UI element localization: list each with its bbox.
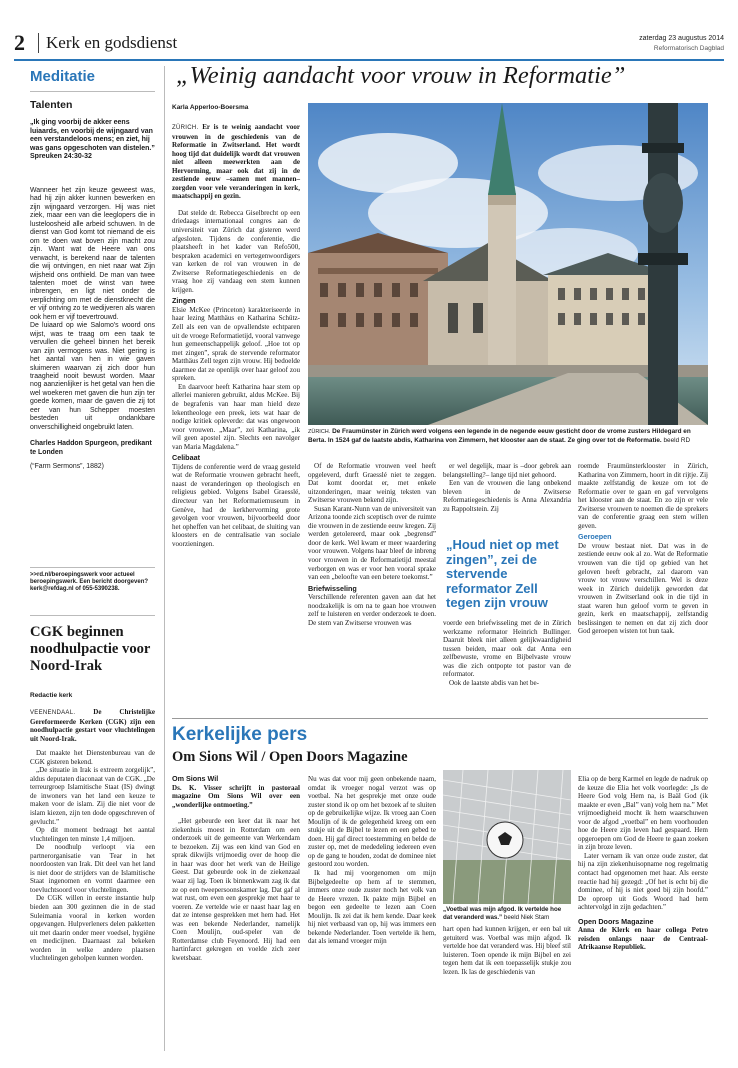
main-col-4: [578, 462, 708, 636]
meditatie-paragraph: Wanneer het zijn keuze geweest was, had hij zijn akker kunnen bewerken en zijn wijngaard verzorgen. Hij was niet ziek, maar een van die leeglopers die in lusteloosheid alle arbeid schuwen. In de dienst van God komt tot niemand de eis om te doen wat boven zijn macht zou zijn. Want wat de Heere van ons verwacht, is berekend naar de talenten die wij ontvingen, en niet naar wat Zijn wijsheid ons onthield. De man van twee talenten moet de winst van twee inbrengen, en ligt niet onder de verplichting om met de dienstknecht die er vijf ontving zo te wedijveren als waren ook hem er vijf toevertrouwd.: [30, 187, 155, 321]
subhead-briefwisseling: Briefwisseling: [308, 583, 357, 593]
fraumunster-photo-svg: [308, 103, 708, 425]
pers-col-3: [443, 925, 571, 976]
main-paragraph: roemde Fraumünsterklooster in Zürich, Katharina von Zimmern, hoort in dit rijtje. Zij maakte zelfstandig de keuze om tot de Reformatie over te gaan en gaf vervolgens het klooster aan de staat. En zo zijn er vele Zwitserse vrouwen te noemen die de sprekers van de conferentie graag een stem willen geven.: [578, 462, 708, 530]
header-date: zaterdag 23 augustus 2014: [639, 35, 724, 42]
photo-caption-place: ZÜRICH.: [308, 429, 331, 435]
subhead-celibaat: Celibaat: [172, 453, 200, 463]
photo-caption: [308, 428, 708, 444]
meditatie-quote: „Ik ging voorbij de akker eens luiaards, en voorbij de wijngaard van een verstandeloos mens; en ziet, hij was gans opgeschoten van distelen.” Spreuken 24:30-32: [30, 119, 155, 161]
pers-col-2: [308, 775, 436, 946]
page-number: 2: [14, 30, 25, 55]
pers-col1-lead: Ds. K. Visser schrijft in pastoraal magazine Om Sions Wil over een „wonderlijke ontmoeting.”: [172, 783, 300, 809]
photo-credit: beeld RD: [663, 436, 691, 444]
open-doors-text: Anna de Klerk en haar collega Petro reisden onlangs naar de Centraal-Afrikaanse Republiek.: [578, 926, 708, 952]
main-paragraph: Elsie McKee (Princeton) karakteriseerde in haar lezing Matthäus en Katharina Schütz-Zell als een van de opvallendste echtparen uit de vroege Reformatietijd, vooral vanwege hun gemeenschappelijk geloof. „Hoe tot op met zingen”, sprak de stervende reformator Matthäus Zell tegen zijn vrouw. Hij bedoelde daarmee dat ze openlijk over haar geloof zou spreken.: [172, 305, 300, 383]
pers-col1-title: Om Sions Wil: [172, 774, 219, 783]
main-paragraph: En daarvoor heeft Katharina haar stem op allerlei manieren gebruikt, aldus McKee. Bij de begrafenis van haar man hield deze lekentheologe een preek, iets wat haar de nodige kritiek opleverde: dat was ongewoon voor vrouwen. „Maar”, zei Katharina, „ik wil geen apostel zijn. Slechts een navolger van Maria Magdalena.”: [172, 382, 300, 451]
header-paper: Reformatorisch Dagblad: [653, 45, 724, 52]
main-paragraph: Verschillende referenten gaven aan dat het noodzakelijk is om na te gaan hoe vrouwen zelf te luisteren en verder onderzoek te doen. De stem van Zwitserse vrouwen was: [308, 593, 436, 627]
photo-caption-text: De Fraumünster in Zürich werd volgens een legende in de negende eeuw gesticht door de vrome zusters Hildegard en Berta. In 1524 gaf de laatste abdis, Katharina von Zimmern, het klooster aan de staat. Ze ging over tot de Reformatie.: [308, 428, 691, 444]
main-paragraph: Dat stelde dr. Rebecca Giselbrecht op een driedaags internationaal congres aan de universiteit van Zürich dat gisteren werd afgesloten. Tijdens de conferentie, die plaatsheeft in het kader van Refo500, bespraken academici en vertegenwoordigers van kerken de rol van vrouwen in de Zwitserse Reformatiegeschiedenis en de vraag hoe zij vandaag een stem kunnen krijgen.: [172, 208, 300, 294]
pers-col-1: [172, 775, 300, 962]
pers-kicker: Kerkelijke pers: [172, 724, 308, 745]
main-col-1: [172, 123, 300, 548]
pers-col-4: [578, 775, 708, 952]
main-col-3b: [443, 619, 571, 687]
main-paragraph: Ook de laatste abdis van het be-: [449, 678, 540, 687]
football-caption-text: „Voetbal was mijn afgod. Ik vertelde hoe dat veranderd was.”: [443, 906, 562, 921]
header-divider: [38, 33, 39, 53]
cgk-paragraph: De CGK willen in eerste instantie hulp bieden aan 300 gezinnen die in de stad Suleimania vooral in kerken worden opgevangen. Hulpverleners delen pakketten uit met daarin onder meer voedsel, hygiëne en medicijnen. Daarnaast zal bekeken worden in welke andere plaatsen vluchtelingen geholpen kunnen worden.: [30, 894, 155, 963]
subhead-geroepen: Geroepen: [578, 532, 612, 542]
pers-paragraph: Elia op de berg Karmel en legde de nadruk op de keuze die Elia het volk voorlegde: „Is de Heere God volg Hem na, is Baäl God (ik maakte er even „Bal” van) volg hem na.” Met vrijmoedigheid mocht ik hem waarschuwen voor de afgod „voetbal” en hem voorhouden hoe de Heere zijn leven had gespaard. Hem opgeroepen om God de Heere te gaan zoeken in zijn broze leven.: [578, 775, 708, 852]
fraumunster-photo: [308, 103, 708, 425]
main-paragraph: voerde een briefwisseling met de in Zürich werkzame reformator Heinrich Bullinger. Daaruit bleek niet alleen gelijkwaardigheid tussen beiden, maar ook dat Anna een zelfbewuste, vrome en Bijbelvaste vrouw was die zich ontpopte tot pastor van de reformator.: [443, 619, 571, 679]
meditatie-ref: Spreuken 24:30-32: [30, 153, 92, 161]
main-col-2: [308, 462, 436, 627]
pull-quote: „Houd niet op met zingen”, zei de stervende reformator Zell tegen zijn vrouw: [446, 537, 559, 611]
meditatie-footer-rule: [30, 567, 155, 568]
main-paragraph: er wel degelijk, maar is –door gebrek aan belangstelling?– lange tijd niet gehoord.: [443, 462, 571, 479]
header-rule: [14, 59, 724, 61]
meditatie-author: Charles Haddon Spurgeon, predikant te Londen: [30, 440, 152, 456]
cgk-paragraph: De noodhulp verloopt via een partnerorganisatie van Tear in het noordoosten van Irak. Dit deel van het land is niet door de strijders van de Islamitische Staat ingenomen en vormt daarmee een toevluchtsoord voor vluchtelingen.: [30, 843, 155, 894]
main-paragraph: Tijdens de conferentie werd de vraag gesteld wat de Reformatie vrouwen gebracht heeft, naast de veranderingen op theologisch en religieus gebied. Volgens Isabel Graesslé, directeur van het Reformatiemuseum in Genève, had de kerkhervorming grote gevolgen voor vrouwen, bijvoorbeeld door het opheffen van het celibaat, de sluiting van kloosters en de centralisatie van sociale voorzieningen.: [172, 462, 300, 548]
main-paragraph: De vrouw bestaat niet. Dat was in de zestiende eeuw ook al zo. Wat de Reformatie vrouwen van die tijd op gebied van het geloven heeft gebracht, zal daarom van vrouw tot vrouw verschillen. Wel is deze week in Zürich duidelijk geworden dat vrouwen in Zwitserland ook in die tijd in staat waren hun geloof vorm te geven in gezin, kerk en maatschappij, zelfstandig beslissingen te nemen en dat zij zich door God geroepen wisten tot hun taak.: [578, 541, 708, 636]
subhead-zingen: Zingen: [172, 296, 196, 306]
section-title: Kerk en godsdienst: [46, 33, 178, 52]
main-place: ZÜRICH.: [172, 125, 199, 131]
cgk-byline: Redactie kerk: [30, 692, 73, 699]
open-doors-title: Open Doors Magazine: [578, 916, 654, 926]
pers-paragraph: hart open had kunnen krijgen, er een bal uit getuiterd was. Voetbal was mijn afgod. Ik vertelde hoe dat veranderd was. Hij bleef stil luisteren. Toen opende ik mijn Bijbel en zei tegen hem dat ik een toepasselijk stukje zou lezen. Ik las de geschiedenis van: [443, 925, 571, 976]
cgk-place: VEENENDAAL.: [30, 710, 76, 716]
main-byline: Karla Apperloo-Boersma: [172, 104, 249, 111]
cgk-headline: CGK beginnen noodhulpactie voor Noord-Irak: [30, 624, 151, 674]
football-photo-credit: beeld Niek Stam: [503, 913, 550, 921]
column-divider: [164, 66, 165, 1051]
pers-paragraph: Later vernam ik van onze oude zuster, dat hij na zijn ziekenhuisopname nog regelmatig contact had opgenomen met haar. Als eerste reactie had hij gezegd: „Of het is echt bij die dominee, of hij is niet goed bij zijn hoofd.” De oproep uit Gods Woord had hem achtervolgd in zijn gedachten.”: [578, 851, 708, 912]
main-lead: Er is te weinig aandacht voor vrouwen in de geschiedenis van de Reformatie in Zwitserland. Het wordt hoog tijd dat duidelijk wordt dat vrouwen niet alleen meewerkten aan de Hervorming, maar ook dat zij in de zestiende eeuw –samen met mannen– zorgden voor vele veranderingen in kerk, maatschappij en gezin.: [172, 123, 301, 201]
main-paragraph: Een van de vrouwen die lang onbekend bleven in de Zwitserse Reformatiegeschiedenis is Anna Alexandria zu Rappoltstein. Zij: [443, 479, 571, 513]
pers-paragraph: „Het gebeurde een keer dat ik naar het ziekenhuis moest in Rotterdam om een onderzoek uit de gemeente van Werkendam te bezoeken. Zij was een kind van God en sprak dikwijls vrijmoedig over de hoop die in haar was door het werk van de Heilige Geest. Dat gebeurde ook in de ziekenzaal waar zij lag. Toen ik binnenkwam zag ik dat ze op een tweepersoonskamer lag. Dat gaf al wat rust, om even een gesprekje met haar te voeren. Ze vertelde wie er naast haar lag en dat ze intense gesprekken met hem had. Het was een bekende Nederlander, namelijk Coen Moulijn, oud-speler van de Rotterdamse club Feyenoord. Hij had een hartinfarct gekregen en voelde zich zeer kwetsbaar.: [172, 817, 300, 962]
cgk-top-rule: [30, 615, 155, 616]
pers-subtitle: Om Sions Wil / Open Doors Magazine: [172, 749, 408, 765]
meditatie-source: (“Farm Sermons”, 1882): [30, 463, 104, 471]
meditatie-paragraph: De luiaard op wie Salomo's woord ons wijst, was te traag om een taak te vervullen die geheel binnen het bereik van zijn vermogens was. Niet gering is het aantal van hen in wie gaven sluimeren waarvan zij zich door hun traagheid nooit bewust worden. Maar nog aanzienlijker is het getal van hen die wel woekeren met gaven die hun zijn ter goede komen, maar de gaven die zij tot eer van hun Schepper moesten besteden uit ondankbare onverschilligheid ongebruikt laten.: [30, 322, 155, 431]
main-paragraph: Susan Karant-Nunn van de universiteit van Arizona toonde zich sceptisch over de ruimte die vrouwen in de zestiende eeuw kregen. Zij werden getolereerd, maar ook „begrensd” door de kerk. Wel kwam er meer waardering voor vrouwen. Volgens haar bleef de inbreng voor vrouwen in de Reformatietijd meestal verborgen en was er voor hen vooral sprake van een „beloofte van een betere toekomst.”: [308, 504, 436, 582]
meditatie-rule: [30, 91, 155, 92]
main-headline: „Weinig aandacht voor vrouw in Reformatie”: [176, 62, 626, 89]
pers-paragraph: Nu was dat voor mij geen onbekende naam, omdat ik vroeger nogal verzot was op voetbal. Na het gesprekje met onze oude zuster stond ik op om het bezoek af te sluiten op de gebruikelijke wijze. Ik vroeg aan Coen Moulijn of ik de gelegenheid kreeg om een stukje uit de Bijbel te lezen en een gebed te doen. Hij gaf direct toestemming en belde de zuster op, met de mededeling iedereen even op de gang te houden, zodat de dominee niet gestoord zou worden.: [308, 775, 436, 869]
main-col-3: [443, 462, 571, 513]
pers-rule: [172, 718, 708, 719]
football-photo: [443, 770, 571, 904]
cgk-paragraph: „De situatie in Irak is extreem zorgelijk”, aldus deputaten diaconaat van de CGK. „De terreurgroep Islamitische Staat (IS) dwingt de inwoners van het land een keuze te maken voor de islam. Zij die niet voor de islam kiezen, zijn ten dode opgeschreven of gevlucht.”: [30, 766, 155, 826]
pers-paragraph: Ik had mij voorgenomen om mijn Bijbelgedeelte op hem af te stemmen, immers onze oude zuster noch het volk van de Heere vrezen. Ik pakte mijn Bijbel en begon een gedeelte te lezen aan Coen Moulijn. Ik zei dat ik hem kende. Daar keek hij niet verbaasd van op, hij was immers een bekende Nederlander. Toen vertelde ik hem, dat als iemand vroeger mijn: [308, 869, 436, 946]
meditatie-kicker: Meditatie: [30, 68, 96, 85]
cgk-body: [30, 708, 155, 963]
main-paragraph: Of de Reformatie vrouwen veel heeft opgeleverd, durft Graesslé niet te zeggen. Dat komt doordat er, met enkele uitzonderingen, maar weinig teksten van Zwitserse vrouwen bekend zijn.: [308, 462, 436, 505]
cgk-paragraph: Op dit moment bedraagt het aantal vluchtelingen ten minste 1,4 miljoen.: [30, 826, 155, 843]
football-photo-svg: [443, 770, 571, 904]
meditatie-footer: >>rd.nl/beroepingswerk voor actueel beroepingswerk. Een bericht doorgeven? kerk@refdag.nl of 055-5390238.: [30, 572, 149, 593]
meditatie-body: [30, 187, 155, 472]
cgk-lead: De Christelijke Gereformeerde Kerken (CGK) zijn een noodhulpactie gestart voor vluchtelingen uit Noord-Irak.: [30, 708, 155, 743]
meditatie-title: Talenten: [30, 99, 73, 111]
cgk-paragraph: Dat maakte het Dienstenbureau van de CGK gisteren bekend.: [30, 749, 155, 766]
football-caption: [443, 906, 571, 921]
